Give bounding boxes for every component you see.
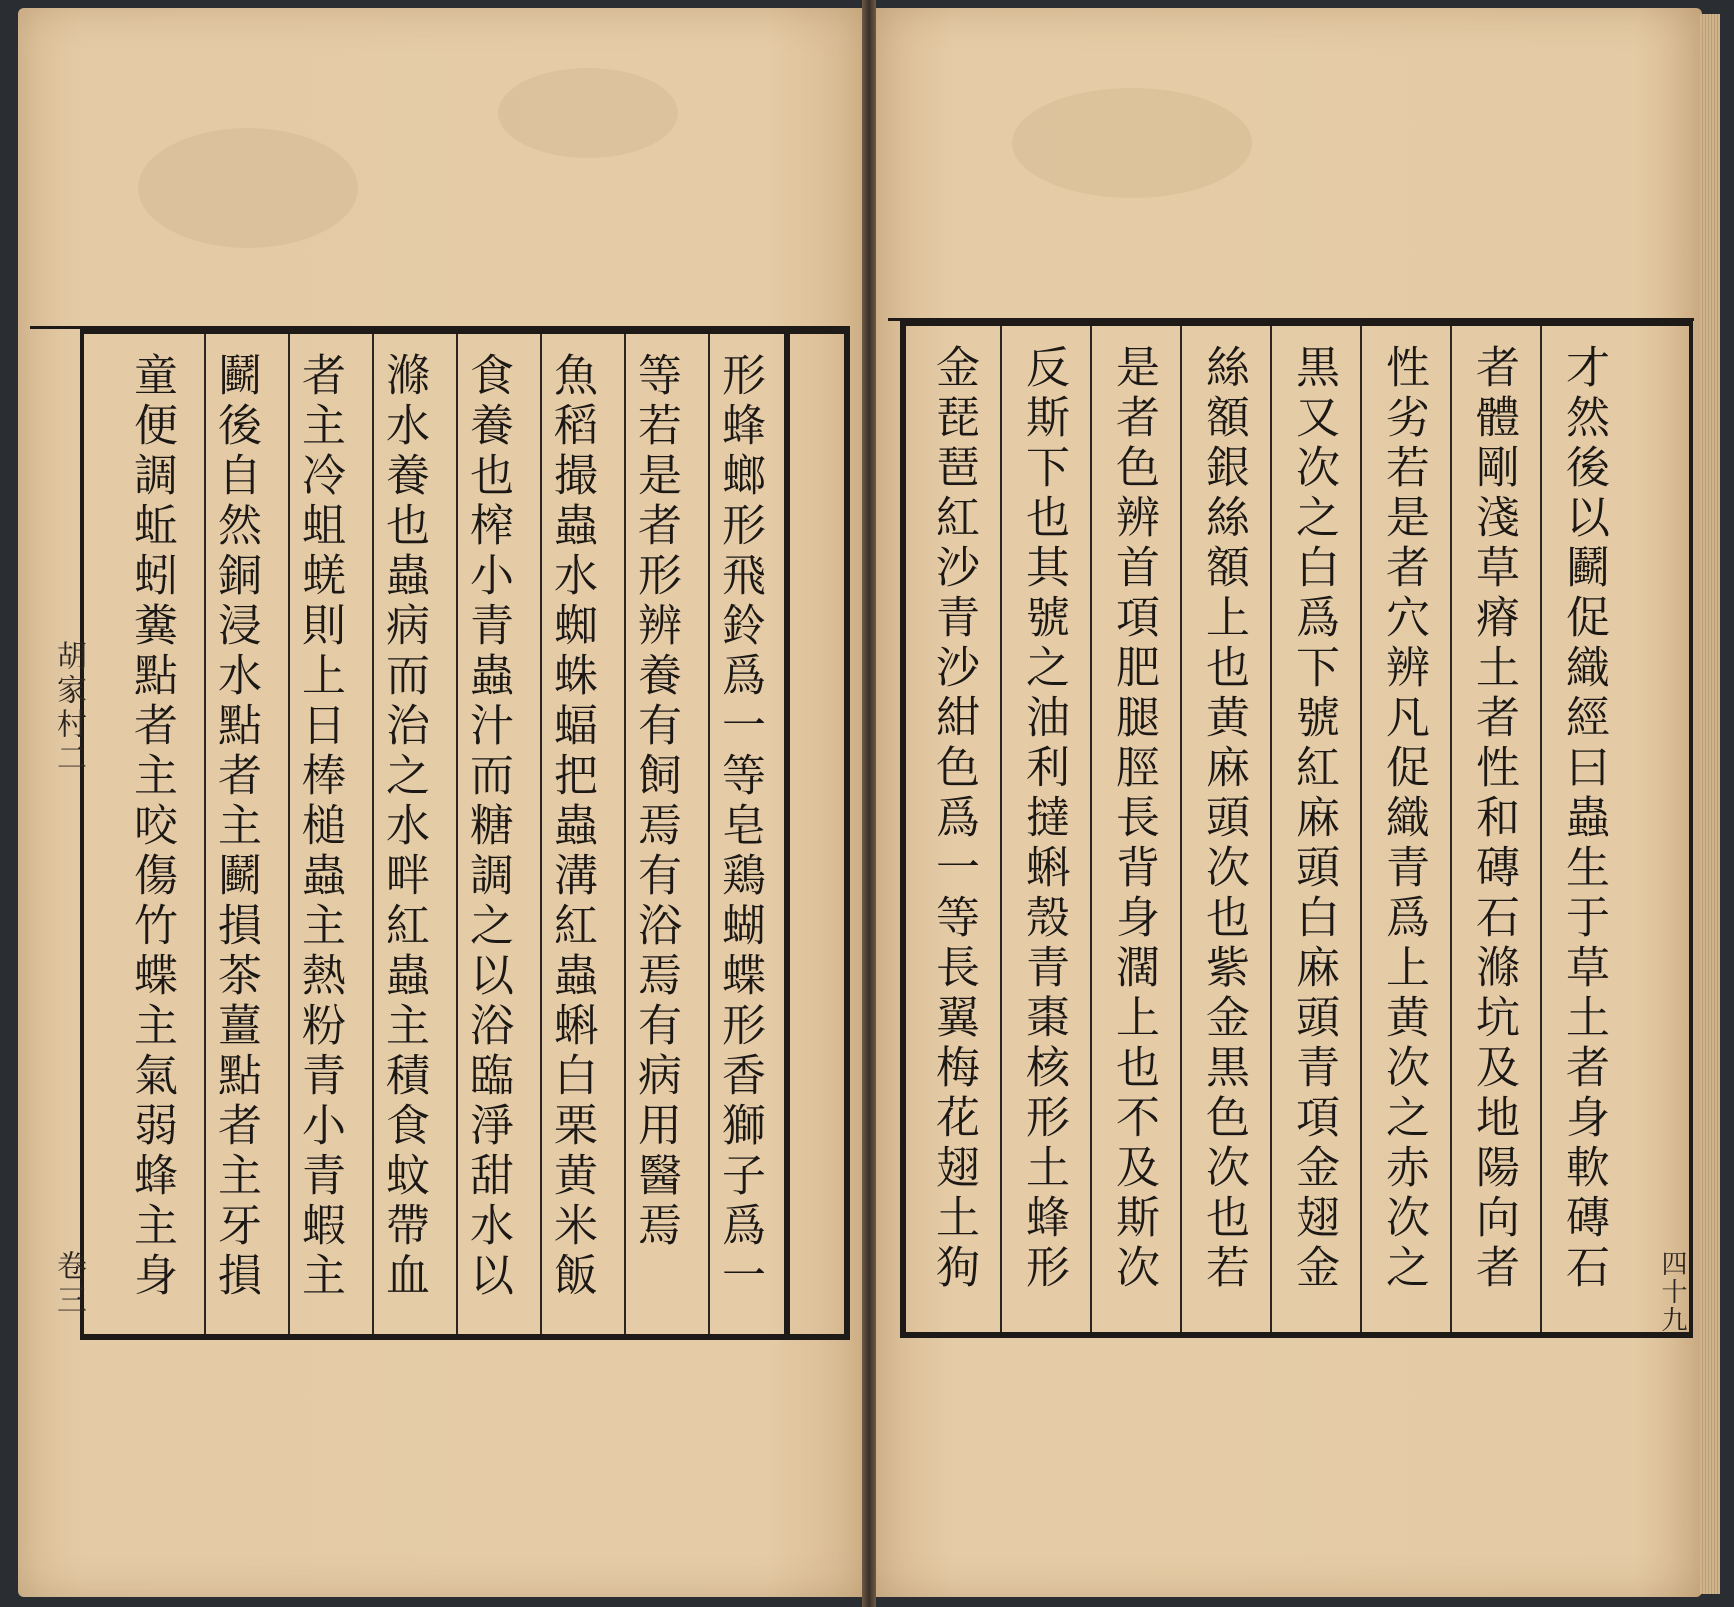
right-text-frame [900,320,1693,1338]
text-column [1270,326,1354,1332]
column-text: 滌水養也蟲病而治之水畔紅蟲主積食蚊帶血 [378,352,429,1302]
text-column [910,326,994,1332]
column-text: 絲額銀絲額上也黄麻頭次也紫金黒色次也若 [1198,344,1249,1294]
fish-tail-column [784,334,840,1334]
text-column [372,334,434,1334]
column-text: 鬬後自然銅浸水點者主鬬損茶薑點者主牙損 [210,352,261,1302]
text-column [204,334,266,1334]
text-column [1360,326,1444,1332]
margin-title: 胡家村二 [51,640,86,776]
column-text: 形蜂螂形飛鈴爲一等皂鶏蝴蝶形香獅子爲一 [714,352,765,1302]
text-column [1090,326,1174,1332]
margin-volume: 卷三 [51,1250,86,1318]
text-column [1540,326,1624,1332]
page-number: 四十九 [1657,1250,1687,1334]
text-column [708,334,770,1334]
text-column [540,334,602,1334]
column-text: 者體剛淺草瘠土者性和磚石滌坑及地陽向者 [1468,344,1519,1294]
column-text: 食養也榨小青蟲汁而糖調之以浴臨淨甜水以 [462,352,513,1302]
text-column [1180,326,1264,1332]
column-text: 性劣若是者穴辨凡促織青爲上黄次之赤次之 [1378,344,1429,1294]
paper-stain [138,128,358,248]
paper-stain [498,68,678,158]
column-text: 魚稻撮蟲水蜘蛛蝠把蟲溝紅蟲蝌白栗黄米飯 [546,352,597,1302]
text-column [1450,326,1534,1332]
column-text: 童便調蚯蚓糞點者主咬傷竹蝶主氣弱蜂主身 [126,352,177,1302]
book-gutter [862,0,876,1607]
column-text: 反斯下也其號之油利撻蝌殼青棗核形土蜂形 [1018,344,1069,1294]
page-edges [1700,14,1720,1594]
text-column [624,334,686,1334]
text-column [120,334,182,1334]
text-column [1000,326,1084,1332]
column-text: 才然後以鬬促織經曰蟲生于草土者身軟磚石 [1558,344,1609,1294]
left-text-frame [80,328,850,1340]
text-column [456,334,518,1334]
column-text: 黒又次之白爲下號紅麻頭白麻頭青項金翅金 [1288,344,1339,1294]
column-text: 等若是者形辨養有飼焉有浴焉有病用醫焉 [630,352,681,1252]
column-text: 者主冷蛆蜣則上日棒槌蟲主熱粉青小青蝦主 [294,352,345,1302]
paper-stain [1012,88,1252,198]
column-text: 金琵琶紅沙青沙紺色爲一等長翼梅花翅土狗 [928,344,979,1294]
text-column [288,334,350,1334]
column-text: 是者色辨首項肥腿脛長背身濶上也不及斯次 [1108,344,1159,1294]
